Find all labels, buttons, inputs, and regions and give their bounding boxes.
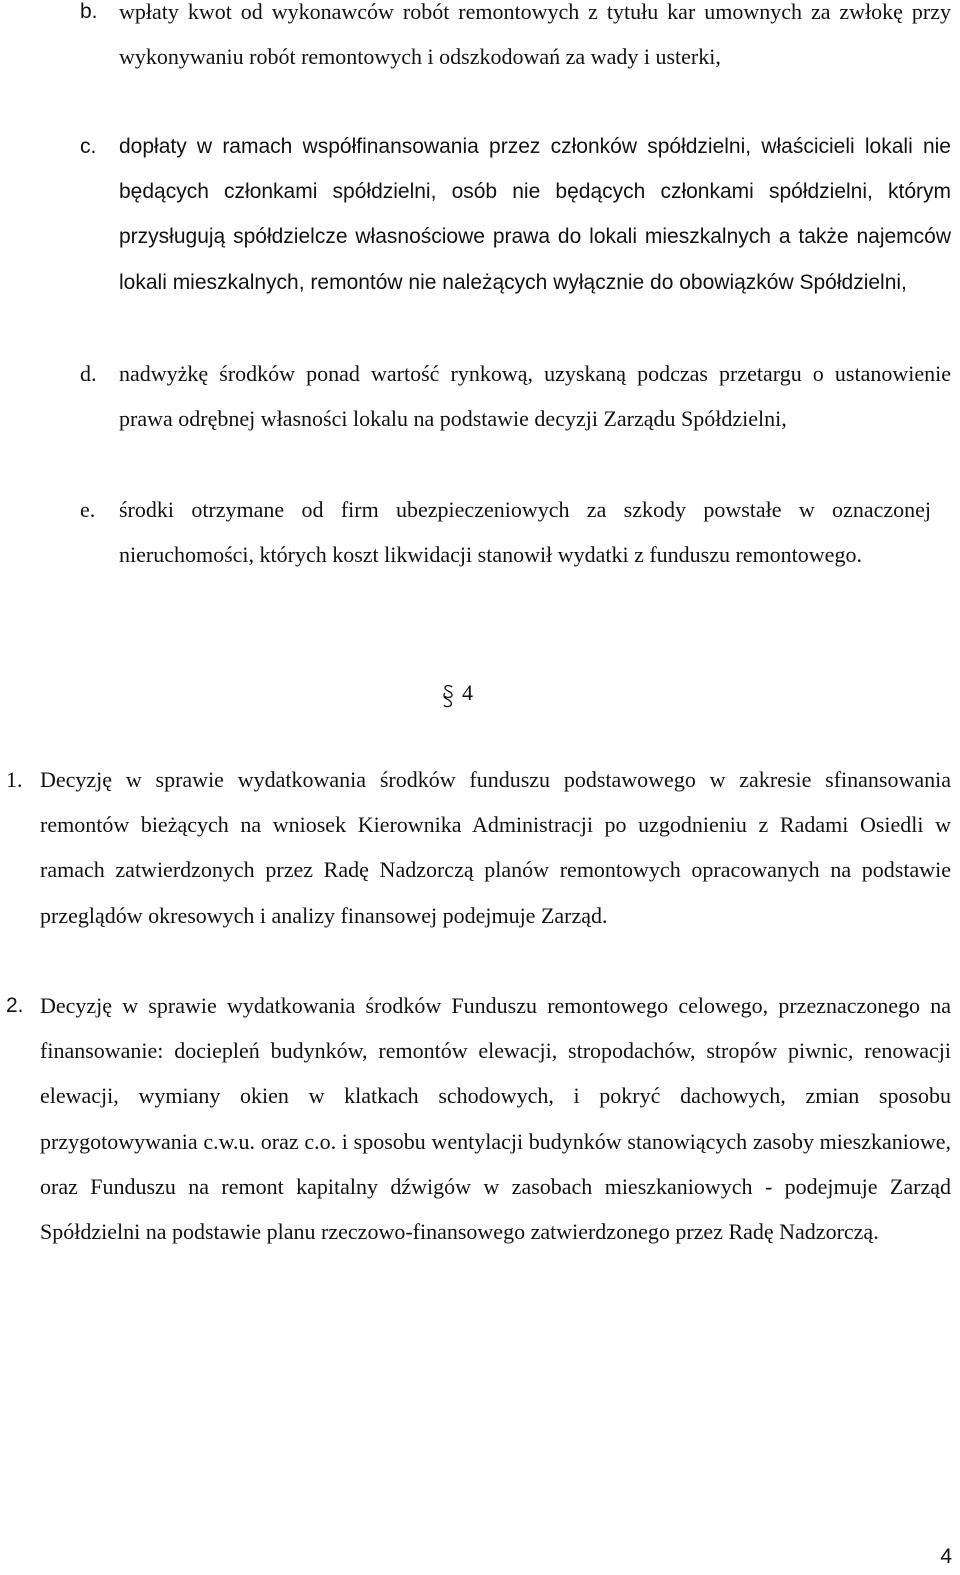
section-sign-icon [440,684,458,708]
list-marker: d. [80,361,97,386]
paragraph-marker: 1. [6,767,23,792]
list-item-text: nadwyżkę środków ponad wartość rynkową, uzyskaną podczas przetargu o ustanowienie prawa odrębnej własności lokalu na podstawie decyzji Zarządu Spółdzielni, [119,361,951,432]
list-item-text: dopłaty w ramach współfinansowania przez członków spółdzielni, właścicieli lokali nie będących członkami spółdzielni, osób nie będących członkami spółdzielni, którym przysługują spółdzielcze własnościowe prawa do lokali mieszkalnych a także najemców lokali mieszkalnych, remontów nie należących wyłącznie do obowiązków Spółdzielni, [119,135,951,294]
paragraph-text: Decyzję w sprawie wydatkowania środków funduszu podstawowego w zakresie sfinansowania remontów bieżących na wniosek Kierownika Administracji po uzgodnieniu z Radami Osiedli w ramach zatwierdzonych przez Radę Nadzorczą planów remontowych opracowanych na podstawie przeglądów okresowych i analizy finansowej podejmuje Zarząd. [40,767,951,928]
page-number: 4 [940,1545,952,1568]
list-marker: c. [80,135,97,158]
list-item-text: wpłaty kwot od wykonawców robót remontowych z tytułu kar umownych za zwłokę przy wykonywaniu robót remontowych i odszkodowań za wady i usterki, [119,0,951,70]
section-number: 4 [462,680,473,705]
paragraph-text: Decyzję w sprawie wydatkowania środków Funduszu remontowego celowego, przeznaczonego na finansowanie: dociepleń budynków, remontów elewacji, stropodachów, stropów piwnic, renowacji elewacji, wymiany okien w klatkach schodowych, i pokryć dachowych, zmian sposobu przygotowywania c.w.u. oraz c.o. i sposobu wentylacji budynków stanowiących zasoby mieszkaniowe, oraz Funduszu na remont kapitalny dźwigów w zasobach mieszkaniowych - podejmuje Zarząd Spółdzielni na podstawie planu rzeczowo-finansowego zatwierdzonego przez Radę Nadzorczą. [40,993,951,1245]
list-item-text: środki otrzymane od firm ubezpieczeniowych za szkody powstałe w oznaczonej nieruchomości, których koszt likwidacji stanowił wydatki z funduszu remontowego. [119,497,931,568]
section-heading [440,670,473,715]
list-marker: b. [80,0,98,23]
list-marker: e. [80,497,96,522]
paragraph-marker: 2. [6,994,24,1017]
